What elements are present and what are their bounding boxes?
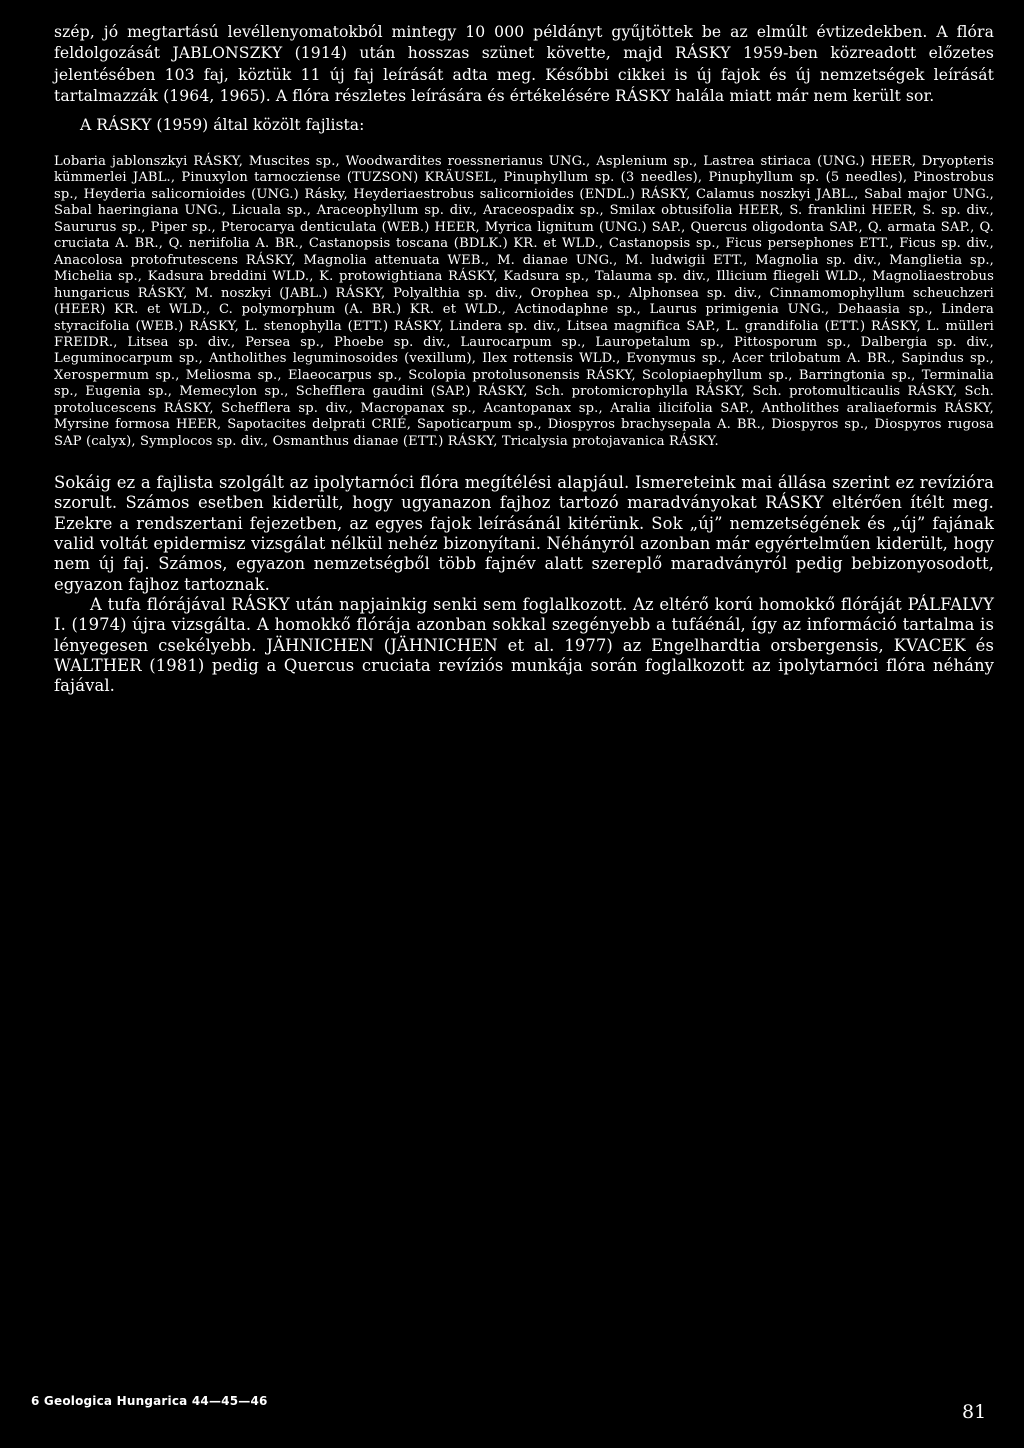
body-text (54, 473, 994, 696)
page-number: 81 (962, 1401, 987, 1423)
page-content (54, 22, 994, 696)
intro-paragraph: szép, jó megtartású levéllenyomatokból mintegy 10 000 példányt gyűjtöttek be az elmúlt évtizedekben. A flóra feldolgozását JABLONSZKY (1914) után hosszas szünet követte, majd RÁSKY 1959-ben közreadott előzetes jelentésében 103 faj, köztük 11 új faj leírását adta meg. Későbbi cikkei is új fajok és új nemzetségek leírását tartalmazzák (1964, 1965). A flóra részletes leírására és értékelésére RÁSKY halála miatt már nem került sor. (54, 23, 994, 106)
body-paragraph-1: Sokáig ez a fajlista szolgált az ipolytarnóci flóra megítélési alapjául. Ismereteink mai állása szerint ez revízióra szorult. Számos esetben kiderült, hogy ugyanazon fajhoz tartozó maradványokat RÁSKY eltérően ítélt meg. Ezekre a rendszertani fejezetben, az egyes fajok leírásánál kitérünk. Sok „új” nemzetségének és „új” fajának valid voltát epidermisz vizsgálat nélkül nehéz bizonyítani. Néhányról azonban már egyértelműen kiderült, hogy nem új faj. Számos, egyazon nemzetségből több fajnév alatt szereplő maradványról pedig bebizonyosodott, egyazon fajhoz tartoznak. (54, 473, 994, 594)
sheet-signature: 6 Geologica Hungarica 44—45—46 (31, 1394, 268, 1408)
species-list-heading: A RÁSKY (1959) által közölt fajlista: (80, 115, 365, 134)
body-paragraph-2: A tufa flórájával RÁSKY után napjainkig senki sem foglalkozott. Az eltérő korú homokkő flóráját PÁLFALVY I. (1974) újra vizsgálta. A homokkő flórája azonban sokkal szegényebb a tufáénál, így az információ tartalma is lényegesen csekélyebb. JÄHNICHEN (JÄHNICHEN et al. 1977) az Engelhardtia orsbergensis, KVACEK és WALTHER (1981) pedig a Quercus cruciata revíziós munkája során foglalkozott az ipolytarnóci flóra néhány fajával. (54, 594, 994, 696)
species-list: Lobaria jablonszkyi RÁSKY, Muscites sp., Woodwardites roessnerianus UNG., Asplenium sp., Lastrea stiriaca (UNG.) HEER, Dryopteris kümmerlei JABL., Pinuxylon tarnocziense (TUZSON) KRÄUSEL, Pinuphyllum sp. (3 needles), Pinuphyllum sp. (5 needles), Pinostrobus sp., Heyderia salicornioides (UNG.) Rásky, Heyderiaestrobus salicornioides (ENDL.) RÁSKY, Calamus noszkyi JABL., Sabal major UNG., Sabal haeringiana UNG., Licuala sp., Araceophyllum sp. div., Araceospadix sp., Smilax obtusifolia HEER, S. franklini HEER, S. sp. div., Saururus sp., Piper sp., Pterocarya denticulata (WEB.) HEER, Myrica lignitum (UNG.) SAP., Quercus oligodonta SAP., Q. armata SAP., Q. cruciata A. BR., Q. neriifolia A. BR., Castanopsis toscana (BDLK.) KR. et WLD., Castanopsis sp., Ficus persephones ETT., Ficus sp. div., Anacolosa protofrutescens RÁSKY, Magnolia attenuata WEB., M. dianae UNG., M. ludwigii ETT., Magnolia sp. div., Manglietia sp., Michelia sp., Kadsura breddini WLD., K. protowightiana RÁSKY, Kadsura sp., Talauma sp. div., Illicium fliegeli WLD., Magnoliaestrobus hungaricus RÁSKY, M. noszkyi (JABL.) RÁSKY, Polyalthia sp. div., Orophea sp., Alphonsea sp. div., Cinnamomophyllum scheuchzeri (HEER) KR. et WLD., C. polymorphum (A. BR.) KR. et WLD., Actinodaphne sp., Laurus primigenia UNG., Dehaasia sp., Lindera styracifolia (WEB.) RÁSKY, L. stenophylla (ETT.) RÁSKY, Lindera sp. div., Litsea magnifica SAP., L. grandifolia (ETT.) RÁSKY, L. mülleri FREIDR., Litsea sp. div., Persea sp., Phoebe sp. div., Laurocarpum sp., Lauropetalum sp., Pittosporum sp., Dalbergia sp. div., Leguminocarpum sp., Antholithes leguminosoides (vexillum), Ilex rottensis WLD., Evonymus sp., Acer trilobatum A. BR., Sapindus sp., Xerospermum sp., Meliosma sp., Elaeocarpus sp., Scolopia protolusonensis RÁSKY, Scolopiaephyllum sp., Barringtonia sp., Terminalia sp., Eugenia sp., Memecylon sp., Schefflera gaudini (SAP.) RÁSKY, Sch. protomicrophylla RÁSKY, Sch. protomulticaulis RÁSKY, Sch. protolucescens RÁSKY, Schefflera sp. div., Macropanax sp., Acantopanax sp., Aralia ilicifolia SAP., Antholithes araliaeformis RÁSKY, Myrsine formosa HEER, Sapotacites delprati CRIÉ, Sapoticarpum sp., Diospyros brachysepala A. BR., Diospyros sp., Diospyros rugosa SAP (calyx), Symplocos sp. div., Osmanthus dianae (ETT.) RÁSKY, Tricalysia protojavanica RÁSKY. (54, 154, 994, 449)
